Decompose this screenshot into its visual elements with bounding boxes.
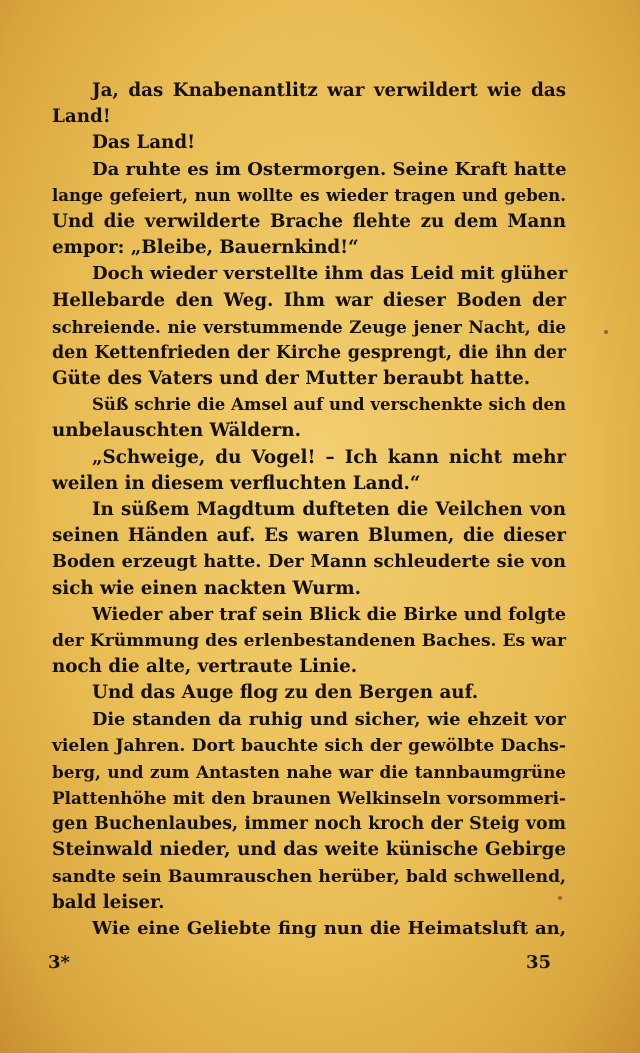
text-line: sandte sein Baumrauschen herüber, bald schwellend, — [52, 866, 566, 887]
text-line: berg, und zum Antasten nahe war die tannbaumgrüne — [52, 761, 566, 782]
text-line: weilen in diesem verfluchten Land.“ — [52, 472, 421, 494]
text-line: Die standen da ruhig und sicher, wie ehzeit vor — [92, 708, 566, 730]
text-line: Land! — [52, 106, 111, 128]
text-line: schreiende. nie verstummende Zeuge jener Nacht, die — [52, 316, 566, 337]
text-line: seinen Händen auf. Es waren Blumen, die dieser — [52, 525, 566, 547]
text-line: lange gefeiert, nun wollte es wieder tragen und geben. — [52, 185, 566, 205]
text-line: sich wie einen nackten Wurm. — [52, 577, 361, 599]
text-line: Und die verwilderte Brache flehte zu dem Mann — [52, 210, 566, 232]
text-line: Doch wieder verstellte ihm das Leid mit glüher — [92, 263, 568, 285]
text-line: den Kettenfrieden der Kirche gesprengt, die ihn der — [52, 342, 566, 363]
text-line: unbelauschten Wäldern. — [52, 420, 301, 442]
text-line: noch die alte, vertraute Linie. — [52, 656, 358, 678]
text-line: Plattenhöhe mit den braunen Welkinseln vorsommeri- — [52, 788, 566, 809]
text-line: Wieder aber traf sein Blick die Birke und folgte — [92, 603, 566, 625]
text-line: Hellebarde den Weg. Ihm war dieser Boden der — [52, 289, 566, 311]
text-line: Boden erzeugt hatte. Der Mann schleuderte sie von — [52, 551, 566, 573]
signature-mark: 3* — [48, 952, 70, 973]
page-number: 35 — [526, 952, 552, 973]
text-line: Wie eine Geliebte fing nun die Heimatsluft an, — [92, 918, 566, 939]
text-line: Da ruhte es im Ostermorgen. Seine Kraft hatte — [92, 158, 567, 180]
text-line: vielen Jahren. Dort bauchte sich der gewölbte Dachs- — [52, 735, 566, 756]
text-line: bald leiser. — [52, 891, 165, 913]
text-line: Güte des Vaters und der Mutter beraubt hatte. — [52, 368, 531, 390]
text-line: empor: „Bleibe, Bauernkind!“ — [52, 237, 359, 259]
text-line: Ja, das Knabenantlitz war verwildert wie das — [92, 80, 566, 101]
text-line: Steinwald nieder, und das weite künische Gebirge — [52, 839, 566, 861]
text-line: Süß schrie die Amsel auf und verschenkte sich den — [92, 395, 566, 415]
text-line: gen Buchenlaubes, immer noch kroch der Steig vom — [52, 814, 566, 835]
ink-speck — [558, 896, 562, 900]
text-line: Und das Auge flog zu den Bergen auf. — [92, 682, 479, 704]
text-line: Das Land! — [92, 132, 196, 154]
body-text — [52, 78, 566, 942]
text-line: der Krümmung des erlenbestandenen Baches. Es war — [52, 630, 566, 651]
text-line: „Schweige, du Vogel! – Ich kann nicht mehr — [92, 446, 566, 468]
text-line: In süßem Magdtum dufteten die Veilchen von — [92, 499, 566, 520]
ink-speck — [604, 330, 608, 334]
